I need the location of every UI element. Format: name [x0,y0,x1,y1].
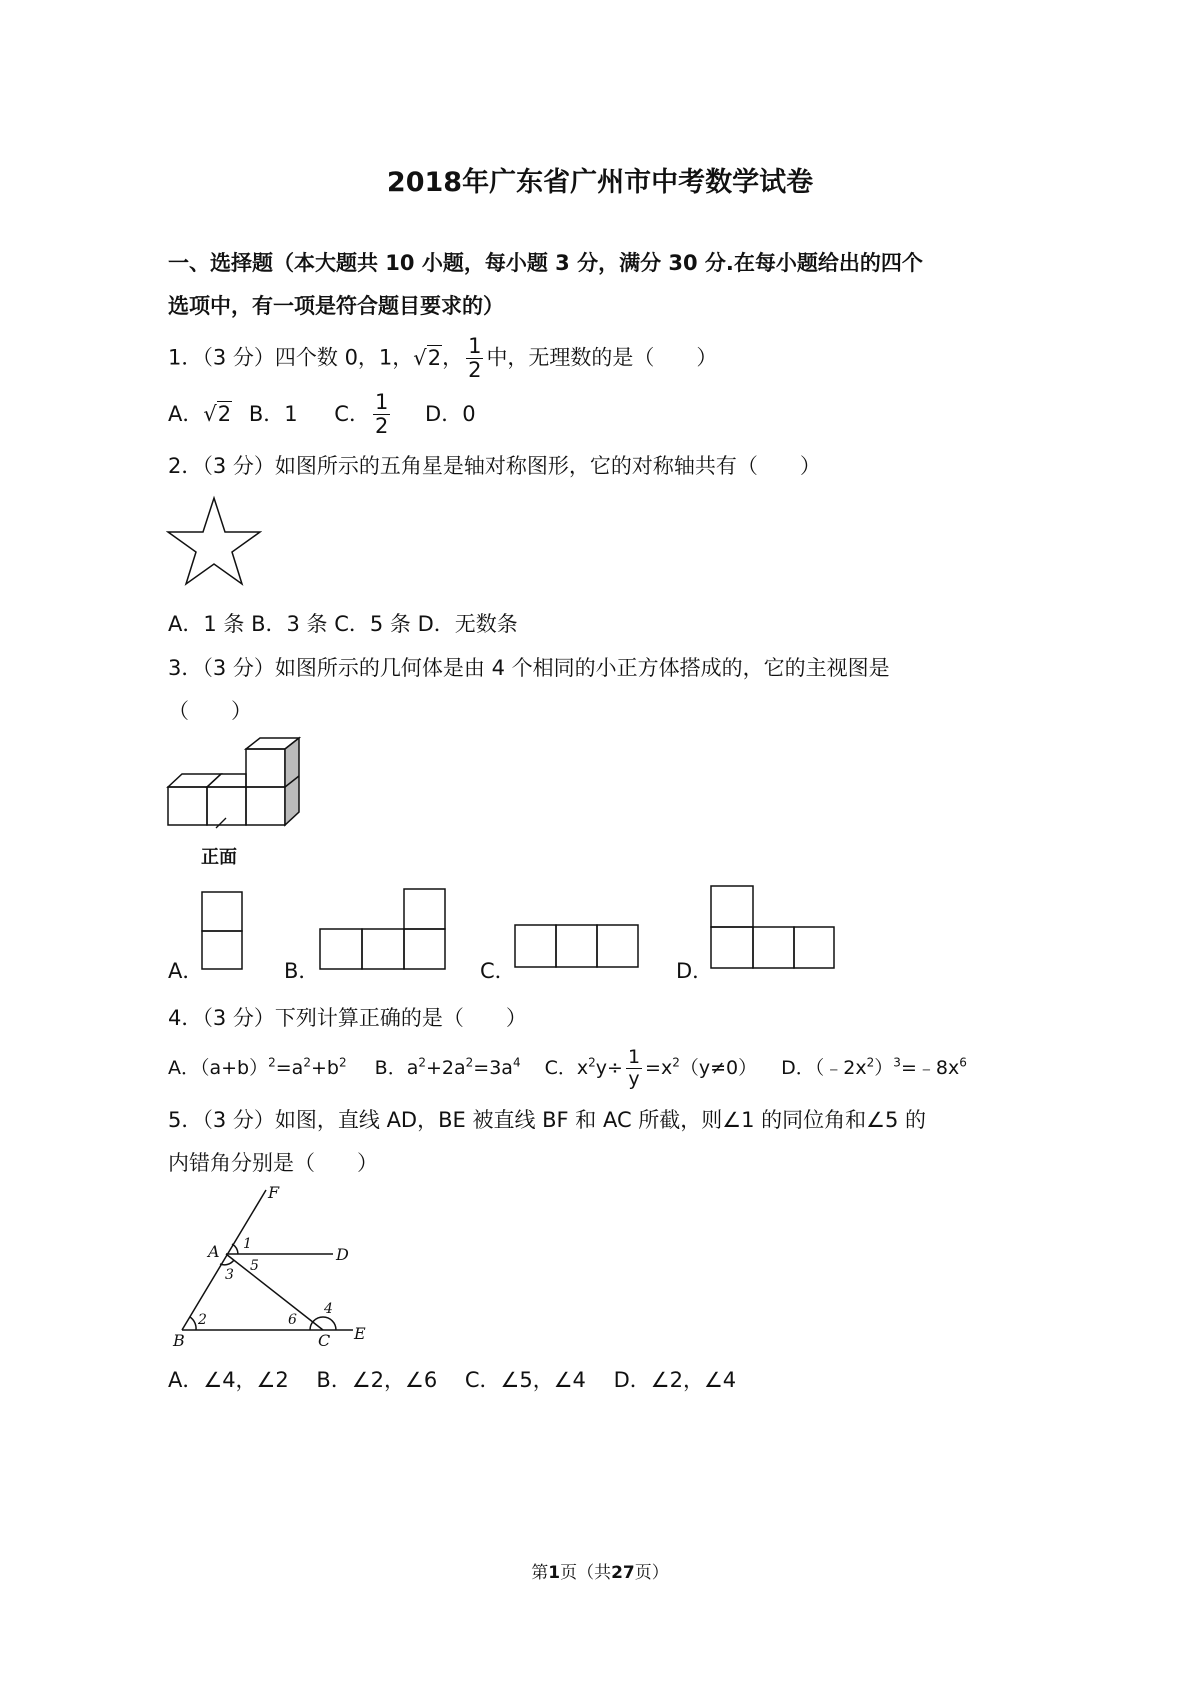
q1-c-fraction [373,392,390,437]
q4-d-mid: ） [874,1057,894,1079]
question-1 [168,336,717,381]
q1-options [168,392,476,437]
q4-c-den: y [628,1068,640,1090]
q4-d-exp3: 6 [959,1055,967,1070]
frac-numerator: 1 [468,334,482,358]
q4-options [168,1048,967,1089]
q4-a-exp2: 2 [303,1055,311,1070]
q4-b-exp3: 4 [512,1055,521,1070]
label-2: 2 [198,1312,207,1328]
top-cube [246,749,285,787]
q4-d-part: D．（﹣2x [781,1057,867,1079]
frac-denominator: 2 [468,358,482,382]
page-title: 2018年广东省广州市中考数学试卷 [386,167,814,198]
q4-option-a [168,1057,347,1079]
q3-option-c-label: C． [480,959,516,983]
label-E: E [354,1324,366,1343]
section-heading-line1: 一、选择题（本大题共 10 小题，每小题 3 分，满分 30 分.在每小题给出的四个 [168,251,923,275]
front-cube-1 [168,787,207,825]
q4-c-mid: y÷ [595,1057,623,1079]
label-A: A [208,1242,220,1261]
label-C: C [318,1331,331,1350]
front-cube-3 [246,787,285,825]
label-D: D [336,1245,349,1264]
label-1: 1 [243,1236,252,1252]
sqrt-2: √2 [413,345,442,370]
q4-c-exp2: 2 [672,1055,680,1070]
front-cube-2 [207,787,246,825]
q4-d-exp2: 3 [893,1055,901,1070]
label-B: B [173,1331,185,1350]
cube-solid-figure [164,736,314,831]
q1-option-b: B．1 [248,401,298,426]
q1-a-sqrt: √2 [203,401,232,426]
label-6: 6 [288,1312,297,1328]
q3-option-a-label: A． [168,959,204,983]
q1-option-d: D．0 [425,401,476,426]
question-5-line2: 内错角分别是（ ） [168,1151,378,1175]
q1-c-den: 2 [374,414,389,438]
angle-2-arc [190,1317,196,1330]
line-ac [226,1254,323,1330]
question-5-line1: 5．（3 分）如图，直线 AD，BE 被直线 BF 和 AC 所截，则∠1 的同位角和∠5 的 [168,1108,927,1132]
label-5: 5 [250,1258,259,1274]
q1-c-num: 1 [374,390,389,414]
top-face-2 [207,774,246,787]
q5-options: A．∠4，∠2 B．∠2，∠6 C．∠5，∠4 D．∠2，∠4 [168,1368,737,1392]
q1-lead: 1．（3 分）四个数 0，1， [168,345,414,370]
q3-option-c-figure [513,923,641,971]
lines-angle-figure [168,1184,378,1354]
five-point-star [168,498,260,584]
q1-tail: 中，无理数的是（ ） [486,345,718,370]
q3-option-b-label: B． [284,959,320,983]
q4-c-mid2: =x [645,1057,673,1079]
q4-c-exp: 2 [588,1055,596,1070]
q4-a-exp: 2 [268,1055,276,1070]
q1-c-label: C． [334,401,370,426]
sqrt-radicand: 2 [427,345,442,370]
fraction-one-half [466,336,483,381]
front-arrow-icon [216,818,226,828]
q4-option-d [781,1057,967,1079]
section-heading-line2: 选项中，有一项是符合题目要求的） [168,294,504,318]
label-4: 4 [324,1301,333,1317]
q1-a-radicand: 2 [217,401,232,426]
q4-c-num: 1 [627,1046,641,1068]
label-F: F [268,1184,280,1202]
footer-mid: 页（共 [560,1563,612,1583]
q2-options: A．1 条 B．3 条 C．5 条 D．无数条 [168,612,518,636]
q3-option-d-figure [709,884,837,971]
q4-b-part: B．a [374,1057,419,1079]
q1-a-label: A． [168,401,204,426]
q4-d-mid2: =﹣8x [900,1057,960,1079]
question-3-line2: （ ） [168,699,252,723]
front-label: 正面 [201,847,237,868]
footer-total-pages: 27 [611,1563,635,1583]
star-figure [166,494,262,586]
footer-pre: 第 [531,1563,549,1583]
footer-post: 页） [634,1563,669,1583]
question-2: 2．（3 分）如图所示的五角星是轴对称图形，它的对称轴共有（ ） [168,454,821,478]
footer-page-number: 1 [548,1563,561,1583]
q1-option-c [334,390,393,438]
q3-option-b-figure [316,887,448,971]
q4-c-part: C．x [544,1057,589,1079]
q4-a-part: A．（a+b） [168,1057,269,1079]
q1-option-a [168,402,232,426]
question-3-line1: 3．（3 分）如图所示的几何体是由 4 个相同的小正方体搭成的，它的主视图是 [168,656,890,680]
q4-c-tail: （y≠0） [679,1057,758,1079]
q4-option-c [544,1046,758,1090]
q4-a-mid: =a [275,1057,304,1079]
q4-option-b [375,1057,521,1079]
q4-b-mid: +2a [425,1057,466,1079]
q4-b-exp2: 2 [465,1055,474,1070]
q4-d-exp: 2 [866,1055,875,1070]
q4-a-exp3: 2 [338,1055,347,1070]
q3-option-d-label: D． [676,959,714,983]
q4-c-fraction [626,1048,642,1089]
q4-a-mid2: +b [310,1057,339,1079]
q1-sep: ， [442,345,464,370]
q3-option-a-figure [200,890,245,972]
page-footer [0,1558,1200,1583]
q4-b-exp: 2 [418,1055,426,1070]
label-3: 3 [225,1267,234,1283]
q4-b-mid2: =3a [473,1057,513,1079]
question-4: 4．（3 分）下列计算正确的是（ ） [168,1006,527,1030]
